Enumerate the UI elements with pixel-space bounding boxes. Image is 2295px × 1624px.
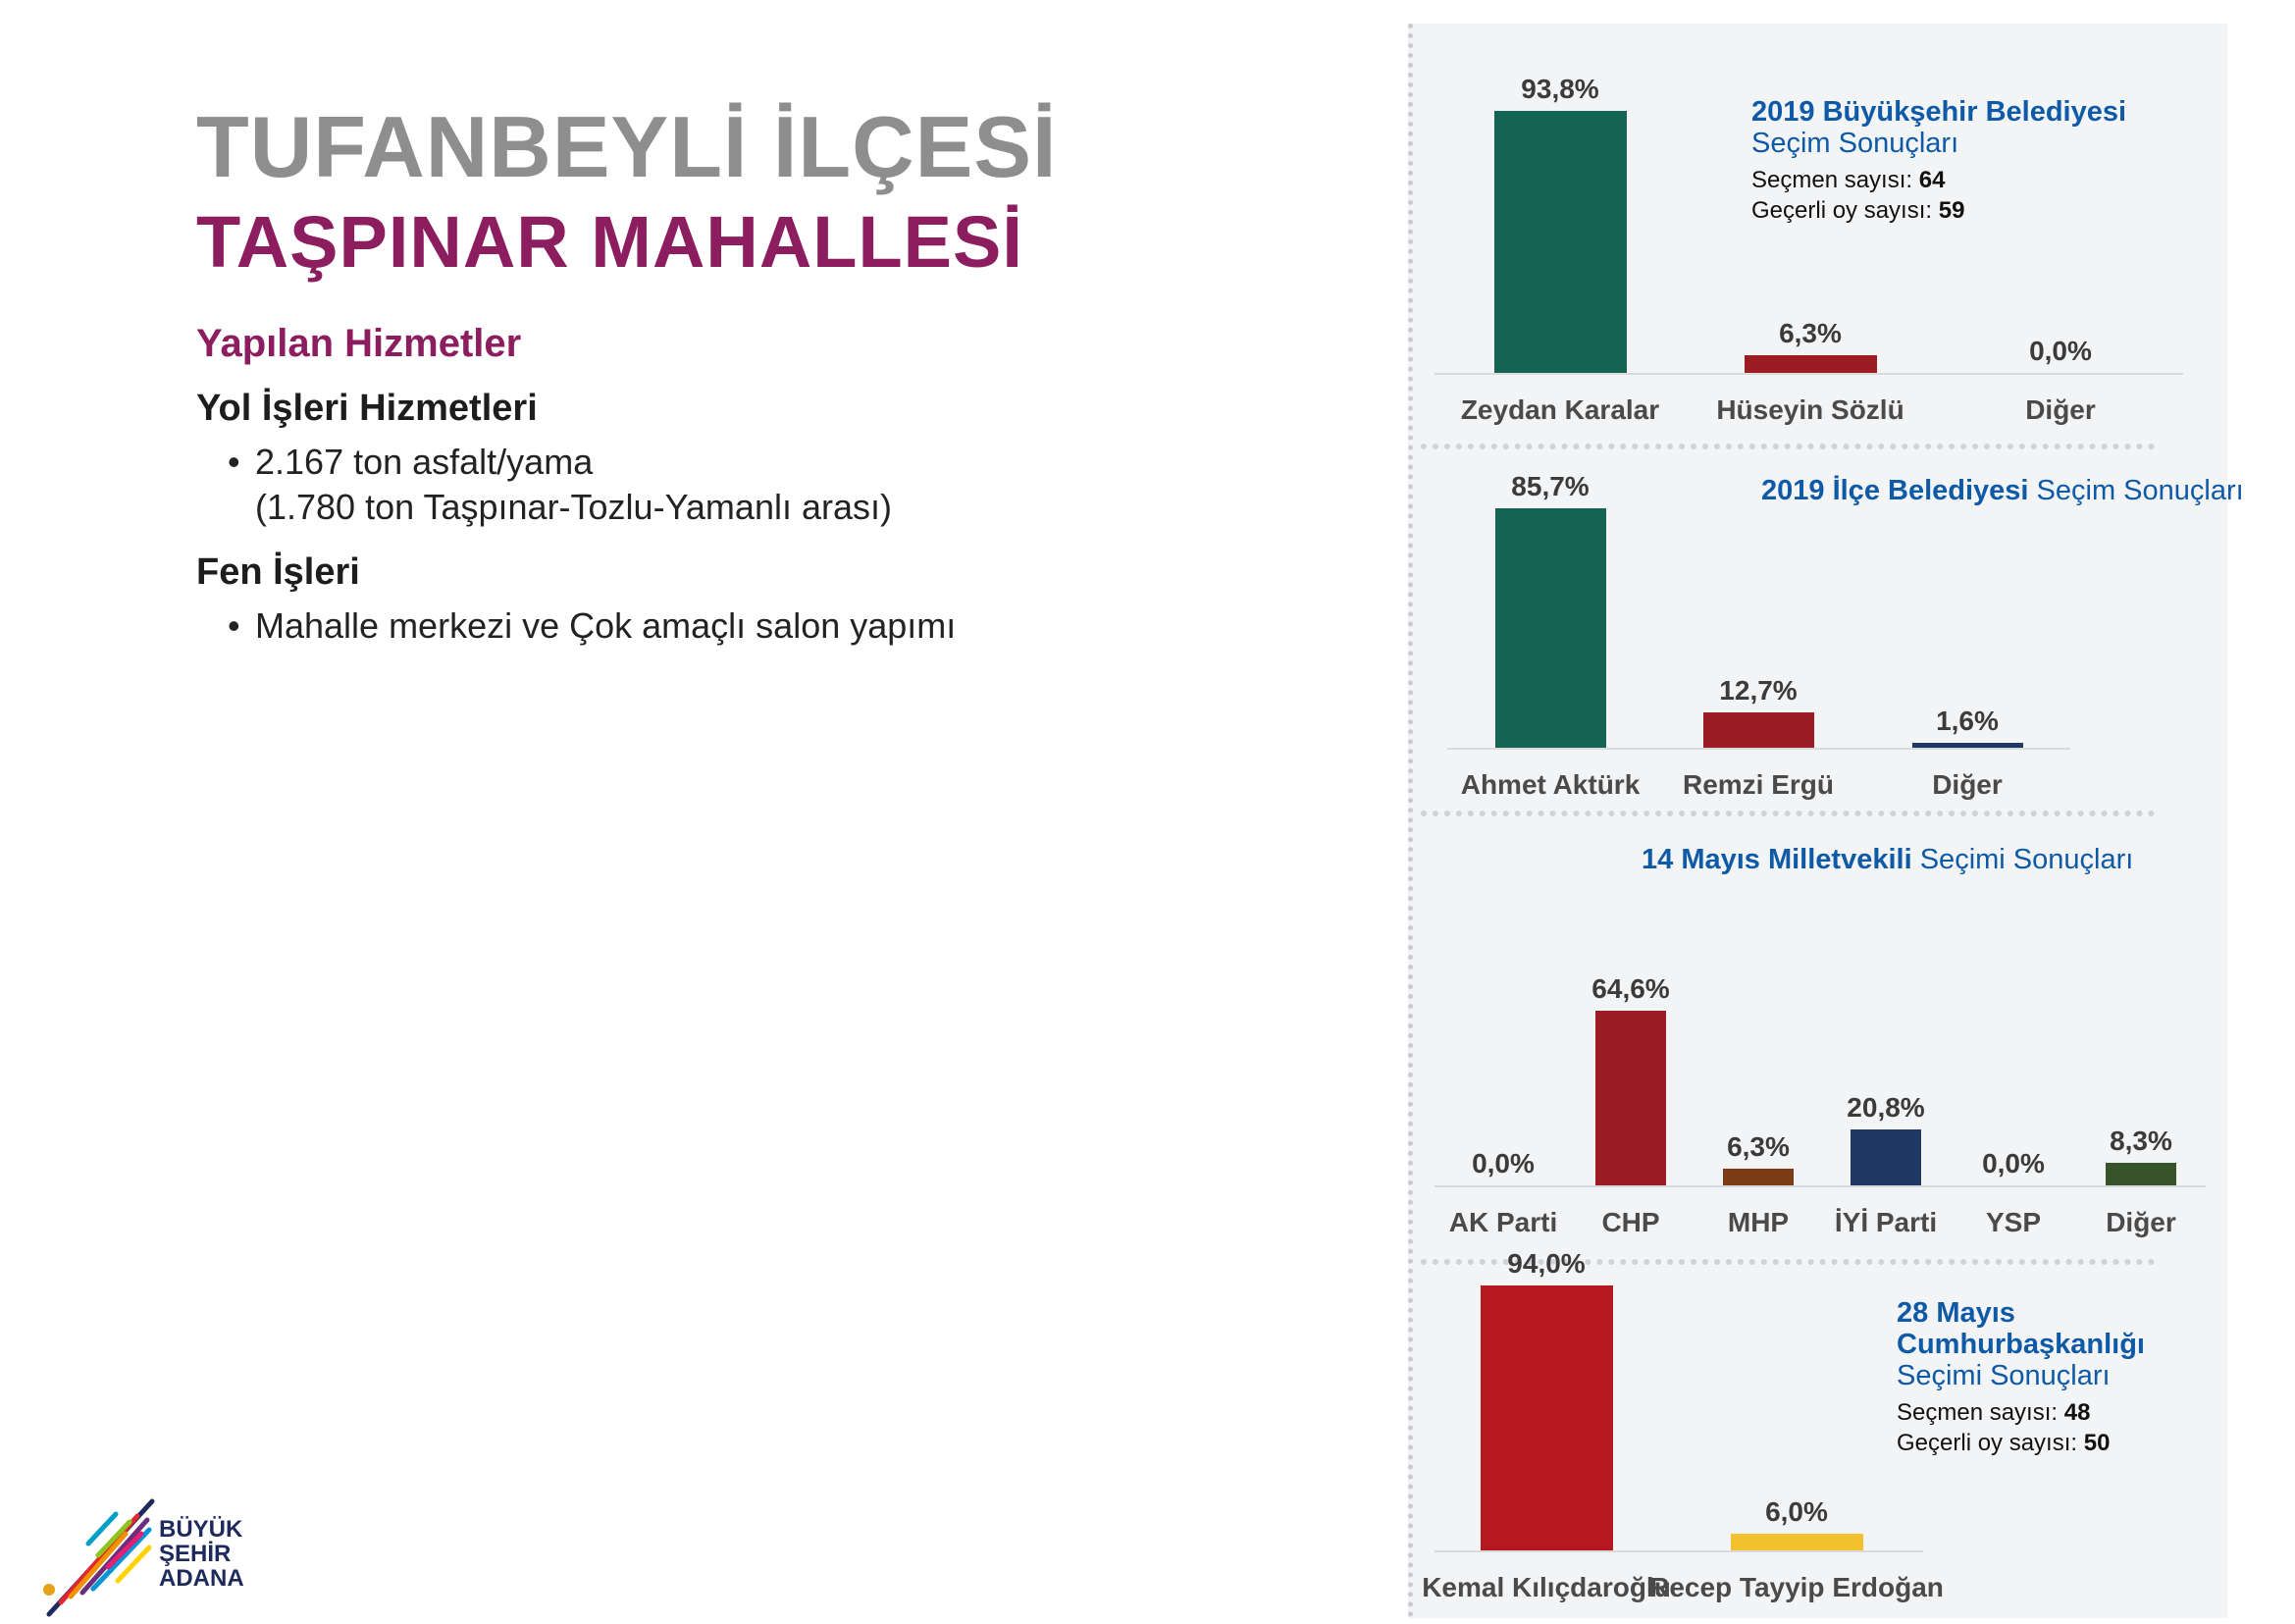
voters-count: 48 bbox=[2063, 1399, 2091, 1426]
annotation-subtitle: Seçimi Sonuçları bbox=[1919, 844, 2134, 875]
service-group-road bbox=[196, 388, 1325, 530]
chart3-bar bbox=[2106, 1163, 2176, 1185]
list-item bbox=[228, 440, 1325, 485]
annotation-title: 14 Mayıs Milletvekili bbox=[1642, 844, 1912, 875]
annotation-subtitle: Seçim Sonuçları bbox=[2036, 475, 2244, 506]
chart2-bar bbox=[1703, 712, 1814, 748]
chart1-baseline bbox=[1434, 373, 2183, 375]
valid-votes-label: Geçerli oy sayısı: bbox=[1897, 1430, 2078, 1456]
divider bbox=[1421, 444, 2155, 449]
annotation-title: Cumhurbaşkanlığı bbox=[1897, 1329, 2145, 1360]
list-item bbox=[228, 603, 1325, 649]
chart1-value-label: 6,3% bbox=[1779, 318, 1842, 348]
bullet-icon: • bbox=[228, 442, 240, 482]
service-group-title: Yol İşleri Hizmetleri bbox=[196, 388, 538, 429]
chart3-annotation bbox=[1642, 844, 2133, 875]
chart3-bar bbox=[1723, 1169, 1794, 1185]
chart3-category-label: YSP bbox=[1985, 1207, 2042, 1237]
logo-line: ŞEHİR bbox=[159, 1541, 232, 1567]
chart3-bar bbox=[1851, 1129, 1921, 1185]
service-list bbox=[196, 440, 1325, 530]
chart2-bar bbox=[1912, 743, 2023, 748]
chart1-value-label: 0,0% bbox=[2029, 336, 2092, 366]
service-group-works bbox=[196, 551, 1325, 649]
chart3-value-label: 0,0% bbox=[1472, 1148, 1535, 1179]
district-title: TUFANBEYLİ İLÇESİ bbox=[196, 98, 1058, 195]
chart1-bar bbox=[1745, 355, 1877, 373]
chart3-category-label: İYİ Parti bbox=[1834, 1207, 1938, 1237]
chart3-category-label: CHP bbox=[1601, 1207, 1660, 1237]
chart4-value-label: 94,0% bbox=[1507, 1248, 1586, 1279]
chart3-value-label: 20,8% bbox=[1847, 1092, 1925, 1123]
chart3-value-label: 64,6% bbox=[1591, 973, 1670, 1004]
voters-label: Seçmen sayısı: bbox=[1897, 1399, 2059, 1426]
chart1-category-label: Hüseyin Sözlü bbox=[1716, 394, 1904, 425]
service-group-title: Fen İşleri bbox=[196, 551, 360, 593]
services-heading: Yapılan Hizmetler bbox=[196, 322, 522, 365]
annotation-title: 28 Mayıs bbox=[1897, 1297, 2015, 1329]
bullet-icon: • bbox=[228, 605, 240, 646]
chart3-value-label: 6,3% bbox=[1727, 1131, 1790, 1162]
chart2-category-label: Ahmet Aktürk bbox=[1460, 769, 1641, 800]
chart4-baseline bbox=[1434, 1550, 1923, 1552]
service-item-text: (1.780 ton Taşpınar-Tozlu-Yamanlı arası) bbox=[255, 487, 892, 527]
valid-votes-label: Geçerli oy sayısı: bbox=[1751, 197, 1933, 224]
annotation-subtitle: Seçim Sonuçları bbox=[1751, 128, 1959, 159]
chart2-value-label: 1,6% bbox=[1936, 706, 1999, 736]
chart3-category-label: AK Parti bbox=[1448, 1207, 1558, 1237]
chart4-category-label: Kemal Kılıçdaroğlu bbox=[1422, 1572, 1671, 1602]
annotation-title: 2019 Büyükşehir Belediyesi bbox=[1751, 96, 2127, 128]
chart2-value-label: 12,7% bbox=[1719, 675, 1798, 706]
valid-votes-count: 50 bbox=[2083, 1430, 2111, 1456]
chart3-value-label: 0,0% bbox=[1982, 1148, 2045, 1179]
chart2-category-label: Diğer bbox=[1932, 769, 2003, 800]
divider bbox=[1421, 811, 2155, 816]
chart4-value-label: 6,0% bbox=[1765, 1496, 1828, 1527]
chart2-annotation bbox=[1761, 475, 2244, 506]
chart4-category-label: Recep Tayyip Erdoğan bbox=[1649, 1572, 1944, 1602]
chart2-value-label: 85,7% bbox=[1511, 471, 1590, 501]
list-item bbox=[255, 485, 1325, 530]
chart1-value-label: 93,8% bbox=[1521, 74, 1599, 104]
service-item-text: 2.167 ton asfalt/yama bbox=[255, 442, 594, 482]
service-item-text: Mahalle merkezi ve Çok amaçlı salon yapımı bbox=[255, 605, 957, 646]
chart3-baseline bbox=[1434, 1185, 2206, 1187]
chart3-value-label: 8,3% bbox=[2110, 1126, 2172, 1156]
annotation-subtitle: Seçimi Sonuçları bbox=[1897, 1360, 2111, 1391]
chart1-category-label: Diğer bbox=[2025, 394, 2096, 425]
chart2-category-label: Remzi Ergü bbox=[1682, 769, 1835, 800]
neighborhood-title: TAŞPINAR MAHALLESİ bbox=[196, 201, 1023, 283]
chart4-bar bbox=[1731, 1534, 1863, 1550]
annotation-title: 2019 İlçe Belediyesi bbox=[1761, 475, 2029, 506]
valid-votes-count: 59 bbox=[1938, 197, 1965, 224]
logo-line: ADANA bbox=[159, 1565, 244, 1592]
logo-text bbox=[159, 1517, 244, 1591]
chart1-category-label: Zeydan Karalar bbox=[1460, 394, 1660, 425]
voters-label: Seçmen sayısı: bbox=[1751, 167, 1913, 193]
logo-line: BÜYÜK bbox=[159, 1516, 243, 1543]
voters-count: 64 bbox=[1918, 167, 1946, 193]
service-list bbox=[196, 603, 1325, 649]
chart1-annotation bbox=[1751, 96, 2126, 226]
left-column bbox=[196, 98, 1325, 649]
chart2-baseline bbox=[1447, 748, 2070, 750]
chart3-category-label: MHP bbox=[1727, 1207, 1790, 1237]
chart2-bar bbox=[1495, 508, 1606, 748]
chart1-bar bbox=[1494, 111, 1627, 373]
chart4-annotation bbox=[1897, 1297, 2145, 1458]
chart4-bar bbox=[1481, 1285, 1613, 1550]
chart3-bar bbox=[1595, 1011, 1666, 1185]
chart3-category-label: Diğer bbox=[2106, 1207, 2176, 1237]
